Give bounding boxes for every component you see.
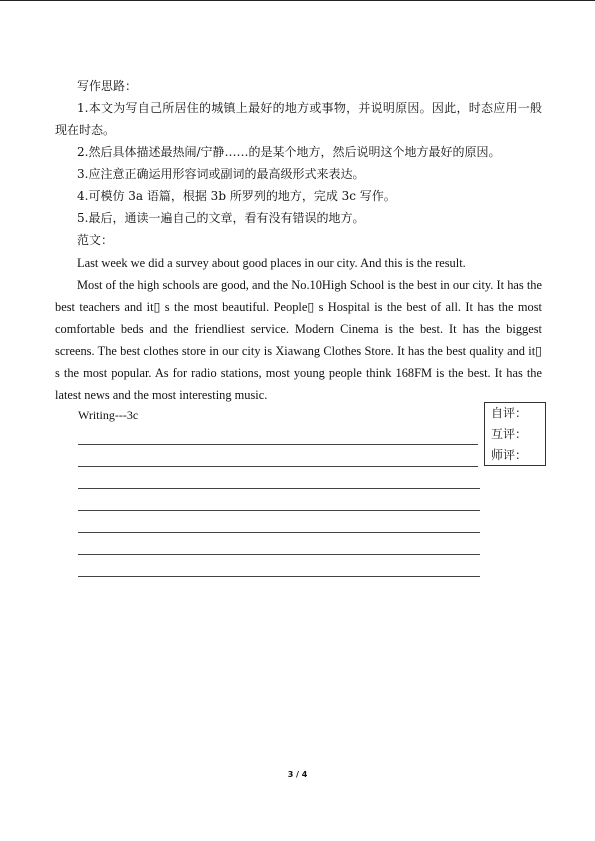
peer-evaluation[interactable]: 互评： [491,427,528,441]
writing-line-6[interactable] [78,554,480,555]
sample-heading: 范文： [77,233,114,247]
writing-line-1[interactable] [78,444,478,445]
sample-paragraph-1: Last week we did a survey about good places in our city. And this is the result. [77,256,466,270]
tip-item-1: 1.本文为写自己所居住的城镇上最好的地方或事物，并说明原因。因此，时态应用一般现在时态。 [55,101,542,137]
tip-item-2: 2.然后具体描述最热闹/宁静……的是某个地方，然后说明这个地方最好的原因。 [77,145,501,159]
self-evaluation[interactable]: 自评： [491,406,528,420]
writing-line-4[interactable] [78,510,480,511]
page-number: 3 / 4 [287,770,308,779]
tip-item-3: 3.应注意正确运用形容词或副词的最高级形式来表达。 [77,167,365,181]
writing-label: Writing---3c [78,408,139,422]
writing-line-7[interactable] [78,576,480,577]
teacher-evaluation[interactable]: 师评： [491,448,528,462]
tips-heading: 写作思路： [77,79,138,93]
writing-line-2[interactable] [78,466,478,467]
writing-line-5[interactable] [78,532,480,533]
writing-line-3[interactable] [78,488,480,489]
sample-paragraph-2: Most of the high schools are good, and the No.10High School is the best in our city. It has the best teachers and it▯ s the most beautiful. People▯ s Hospital is the best of all. It has the most comfortable beds and the friendliest service. Modern Cinema is the best. It has the biggest screens. The best clothes store in our city is Xiawang Clothes Store. It has the best quality and it▯ s the most popular. As for radio stations, most young people think 168FM is the best. It has the latest news and the most interesting music. [55,278,542,402]
tip-item-4: 4.可模仿 3a 语篇，根据 3b 所罗列的地方，完成 3c 写作。 [77,189,396,203]
top-border-line [0,0,595,1]
tip-item-5: 5.最后，通读一遍自己的文章，看有没有错误的地方。 [77,211,365,225]
evaluation-box [484,402,546,466]
